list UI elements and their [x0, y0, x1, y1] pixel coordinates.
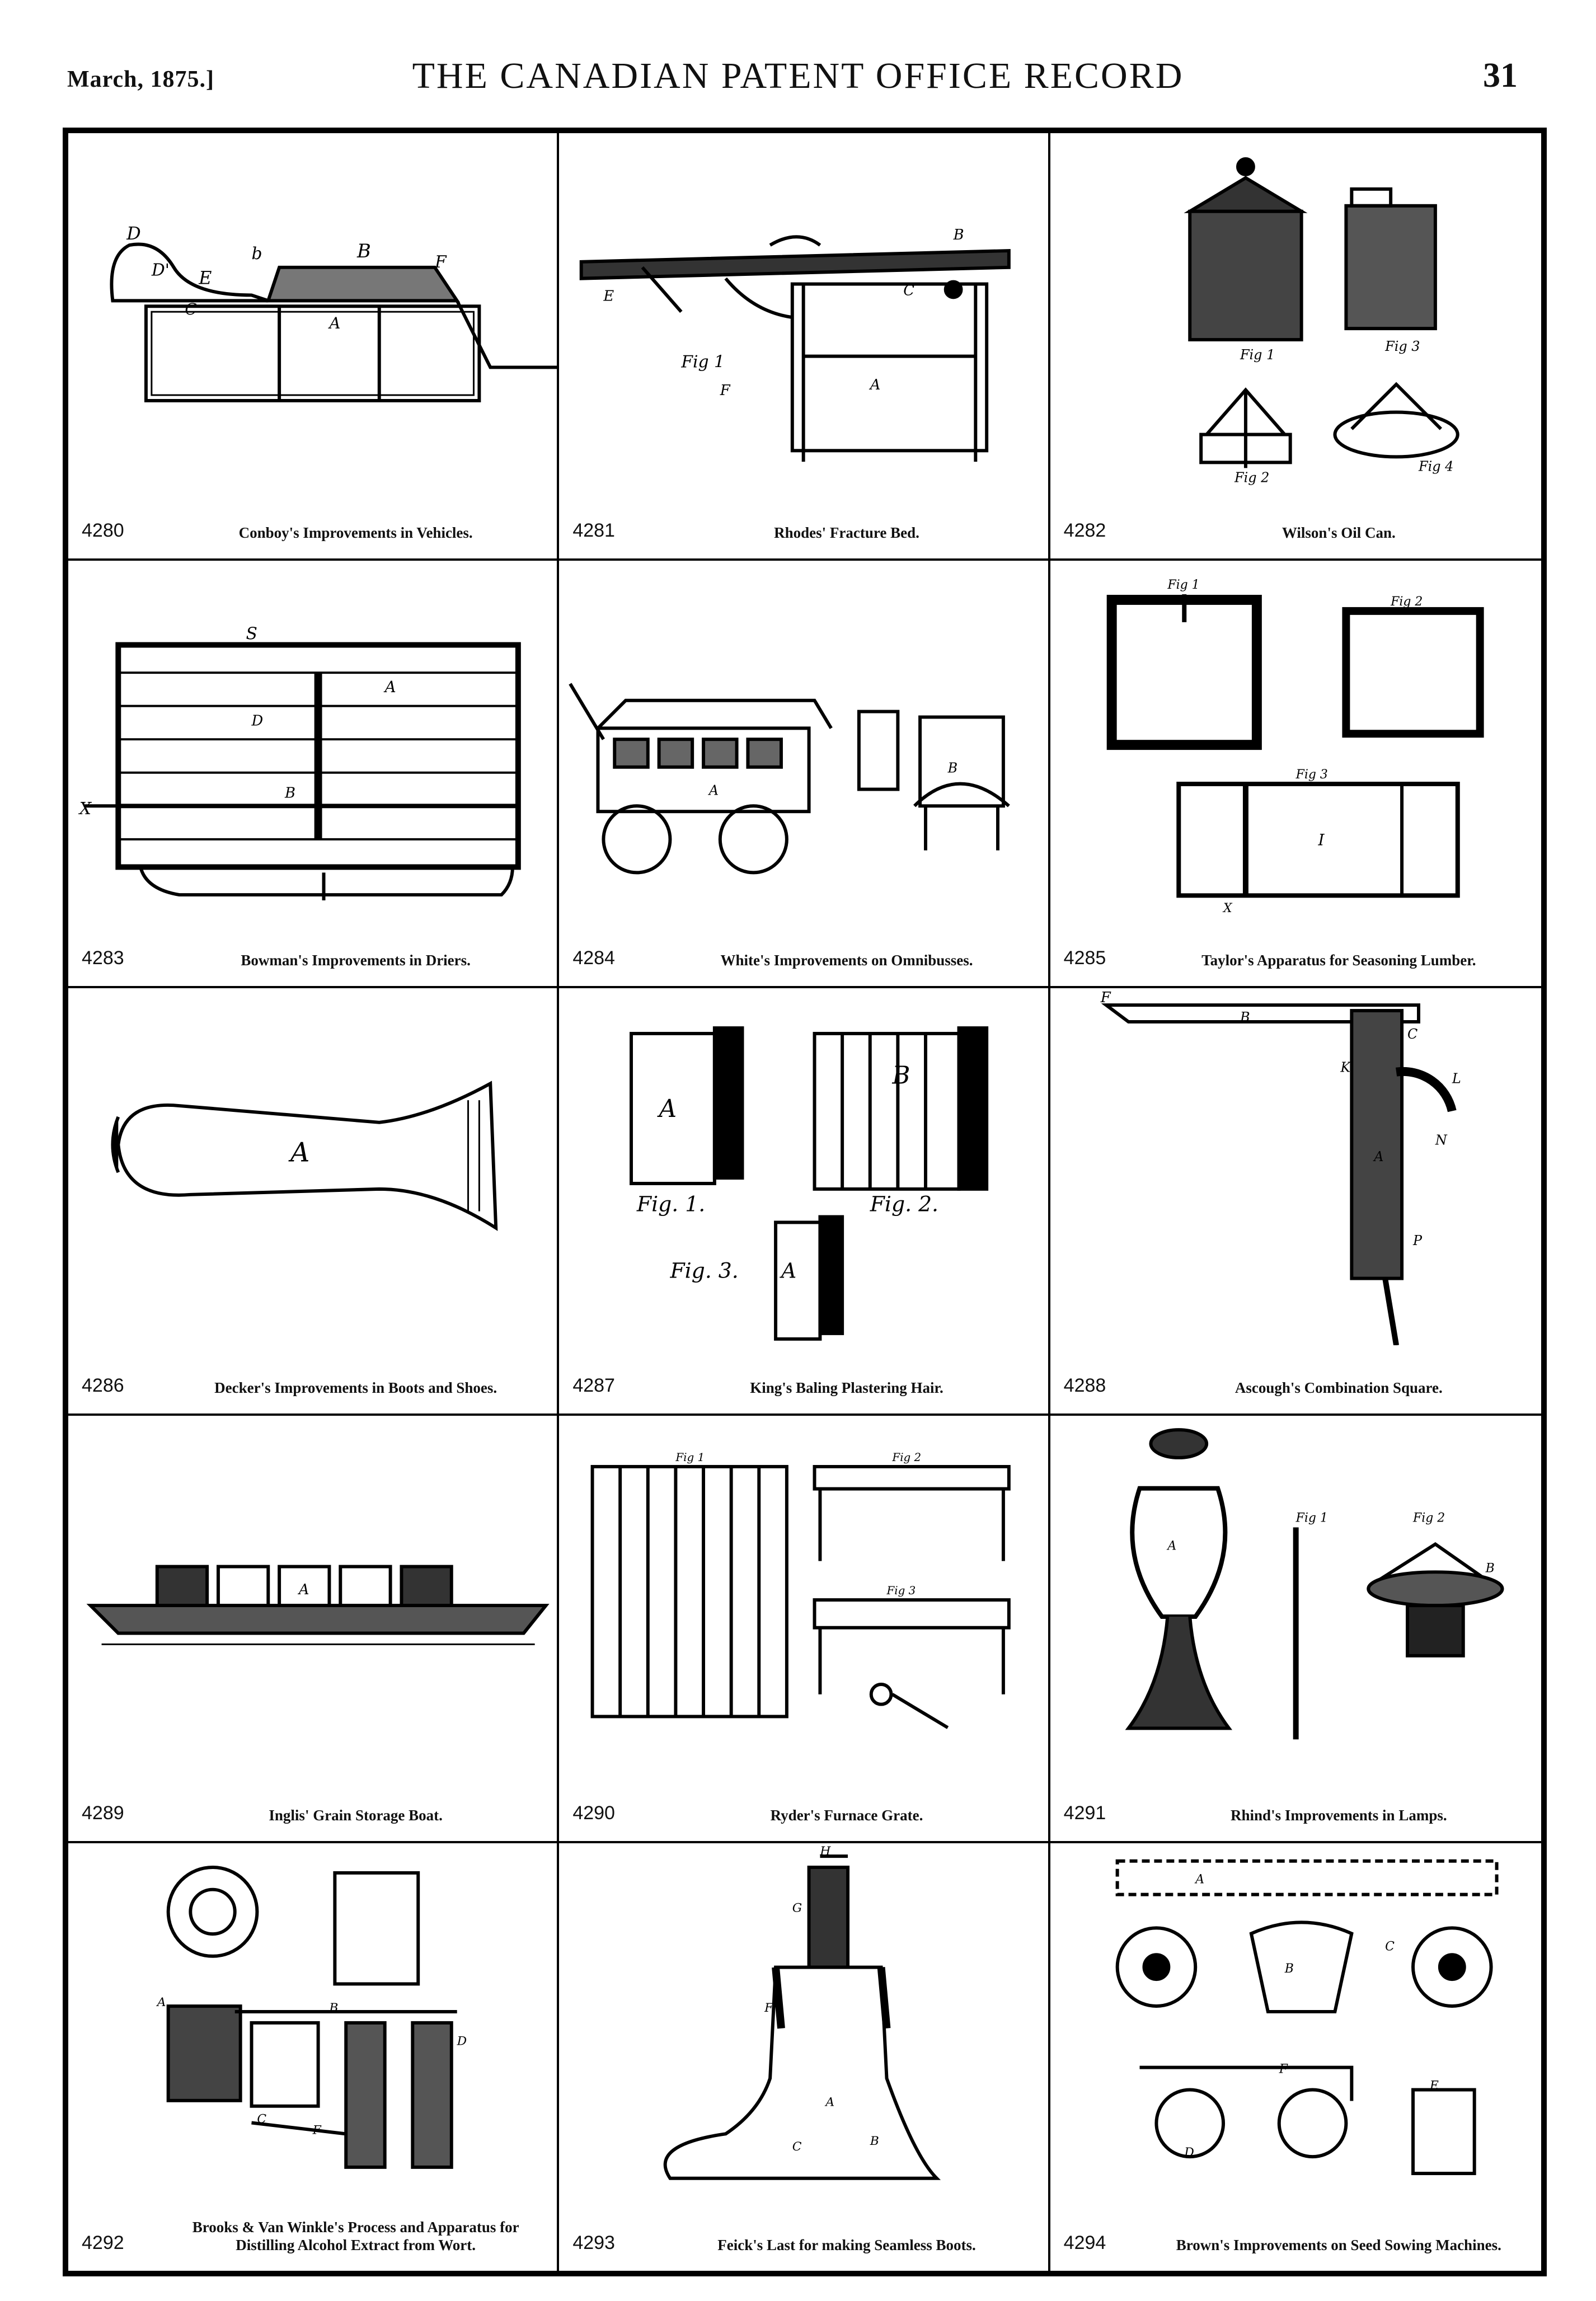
patent-number: 4285 — [1063, 947, 1106, 969]
patent-number: 4292 — [82, 2232, 124, 2253]
svg-text:E: E — [199, 268, 212, 289]
svg-text:P: P — [1412, 1232, 1422, 1248]
lamp-drawing — [1050, 1416, 1541, 1773]
svg-text:C: C — [185, 300, 197, 319]
svg-text:A: A — [329, 313, 341, 332]
patent-title: Rhodes' Fracture Bed. — [774, 524, 919, 541]
patent-title: Decker's Improvements in Boots and Shoes. — [214, 1379, 497, 1396]
svg-text:G: G — [792, 1901, 802, 1915]
svg-text:A: A — [825, 2095, 835, 2110]
lumber-drawing — [1050, 561, 1541, 918]
svg-text:D: D — [457, 2034, 467, 2049]
oil-can-drawing — [1050, 133, 1541, 490]
patent-title: Ryder's Furnace Grate. — [770, 1807, 923, 1824]
distilling-apparatus-drawing — [68, 1843, 557, 2203]
patent-cell-4286 — [68, 988, 559, 1416]
caption — [1064, 1375, 1530, 1397]
svg-text:D: D — [1184, 2146, 1194, 2161]
patent-title: Inglis' Grain Storage Boat. — [269, 1807, 443, 1824]
svg-text:B: B — [1240, 1009, 1250, 1025]
svg-text:L: L — [1452, 1070, 1461, 1087]
patent-number: 4281 — [572, 520, 615, 541]
patent-number: 4290 — [572, 1802, 615, 1824]
svg-text:A: A — [1195, 1872, 1204, 1887]
patent-cell-4284 — [559, 561, 1050, 988]
svg-text:X: X — [1223, 901, 1232, 916]
svg-text:Fig 1: Fig 1 — [681, 352, 725, 372]
svg-text:Fig 3: Fig 3 — [1295, 767, 1328, 782]
svg-text:A: A — [1373, 1149, 1384, 1165]
svg-text:Fig 2: Fig 2 — [1412, 1511, 1445, 1525]
svg-text:B: B — [357, 240, 371, 262]
patent-cell-4292 — [68, 1843, 559, 2271]
svg-text:D: D — [251, 712, 264, 730]
patent-grid — [63, 128, 1547, 2276]
caption — [572, 2232, 1036, 2254]
patent-number: 4291 — [1063, 1802, 1106, 1824]
patent-cell-4289 — [68, 1416, 559, 1843]
svg-text:F: F — [312, 2123, 321, 2138]
svg-text:F: F — [1100, 989, 1111, 1007]
svg-text:A: A — [659, 1094, 677, 1123]
patent-number: 4294 — [1063, 2232, 1106, 2253]
svg-text:C: C — [1384, 1940, 1395, 1954]
svg-text:Fig 2: Fig 2 — [892, 1451, 922, 1464]
svg-text:E: E — [1429, 2079, 1439, 2093]
page-title: THE CANADIAN PATENT OFFICE RECORD — [412, 55, 1184, 96]
patent-number: 4283 — [82, 947, 124, 969]
patent-cell-4293 — [559, 1843, 1050, 2271]
patent-number: 4289 — [82, 1802, 124, 1824]
svg-text:D: D — [126, 224, 141, 245]
caption — [572, 1375, 1036, 1397]
fracture-bed-drawing — [559, 133, 1048, 490]
omnibus-drawing — [559, 561, 1048, 918]
svg-text:Fig 3: Fig 3 — [886, 1584, 916, 1598]
svg-text:H: H — [820, 1844, 831, 1859]
svg-text:Fig. 3.: Fig. 3. — [670, 1258, 739, 1283]
patent-number: 4284 — [572, 947, 615, 969]
baling-drawing — [559, 988, 1048, 1345]
svg-text:B: B — [285, 785, 296, 802]
grain-boat-drawing — [68, 1416, 557, 1773]
svg-text:B: B — [329, 2001, 339, 2016]
issue-date: March, 1875.] — [67, 67, 215, 92]
svg-text:D': D' — [151, 260, 170, 280]
svg-text:A: A — [781, 1258, 797, 1283]
patent-title: Conboy's Improvements in Vehicles. — [238, 524, 473, 541]
svg-text:N: N — [1435, 1132, 1447, 1148]
patent-number: 4286 — [82, 1375, 124, 1396]
caption — [1064, 2232, 1530, 2254]
patent-cell-4285 — [1050, 561, 1541, 988]
caption — [572, 520, 1036, 542]
caption — [1064, 947, 1530, 969]
svg-text:A: A — [1167, 1539, 1176, 1553]
drier-drawing — [68, 561, 557, 918]
svg-text:B: B — [870, 2134, 880, 2149]
patent-title: Feick's Last for making Seamless Boots. — [717, 2237, 976, 2253]
patent-number: 4287 — [572, 1375, 615, 1396]
svg-text:F: F — [764, 2001, 773, 2016]
boot-last-drawing — [559, 1843, 1048, 2203]
seed-sowing-drawing — [1050, 1843, 1541, 2203]
svg-text:C: C — [792, 2140, 802, 2154]
svg-text:A: A — [298, 1581, 309, 1599]
svg-text:B: B — [948, 760, 958, 776]
patent-title: Rhind's Improvements in Lamps. — [1231, 1807, 1447, 1824]
svg-text:Fig 1: Fig 1 — [1240, 346, 1275, 363]
patent-cell-4291 — [1050, 1416, 1541, 1843]
patent-title: Brooks & Van Winkle's Process and Apparatus for Distilling Alcohol Extract from Wort. — [192, 2219, 519, 2253]
svg-text:B: B — [1284, 1962, 1294, 1976]
patent-title: Ascough's Combination Square. — [1234, 1379, 1443, 1396]
svg-text:K: K — [1340, 1059, 1350, 1076]
svg-text:E: E — [603, 288, 614, 305]
svg-text:A: A — [384, 677, 396, 696]
svg-text:Fig 3: Fig 3 — [1384, 338, 1420, 354]
svg-text:Fig. 2.: Fig. 2. — [870, 1191, 939, 1217]
caption — [572, 1802, 1036, 1824]
caption — [1064, 1802, 1530, 1824]
caption — [82, 1802, 546, 1824]
caption — [82, 520, 546, 542]
svg-text:F: F — [720, 382, 731, 400]
patent-cell-4283 — [68, 561, 559, 988]
svg-text:F: F — [1279, 2062, 1288, 2077]
patent-cell-4280 — [68, 133, 559, 561]
svg-text:Fig. 1.: Fig. 1. — [637, 1191, 706, 1217]
patent-cell-4290 — [559, 1416, 1050, 1843]
svg-text:C: C — [1407, 1026, 1418, 1042]
svg-text:F: F — [434, 252, 447, 272]
patent-cell-4281 — [559, 133, 1050, 561]
svg-text:X: X — [79, 799, 92, 819]
svg-text:Fig 4: Fig 4 — [1418, 458, 1454, 475]
patent-cell-4282 — [1050, 133, 1541, 561]
svg-text:S: S — [246, 624, 257, 644]
patent-cell-4288 — [1050, 988, 1541, 1416]
patent-cell-4294 — [1050, 1843, 1541, 2271]
svg-text:A: A — [157, 1995, 166, 2010]
patent-title: Wilson's Oil Can. — [1282, 524, 1396, 541]
caption — [572, 947, 1036, 969]
caption — [1064, 520, 1530, 542]
svg-text:Fig 1: Fig 1 — [1295, 1511, 1328, 1525]
svg-text:A: A — [870, 377, 881, 394]
boot-sole-drawing — [68, 988, 557, 1345]
square-drawing — [1050, 988, 1541, 1345]
patent-title: King's Baling Plastering Hair. — [750, 1379, 943, 1396]
svg-text:C: C — [903, 282, 915, 299]
svg-text:b: b — [251, 243, 262, 264]
caption — [82, 1375, 546, 1397]
patent-cell-4287 — [559, 988, 1050, 1416]
patent-number: 4280 — [82, 520, 124, 541]
svg-text:B: B — [1485, 1561, 1495, 1576]
svg-text:B: B — [892, 1061, 910, 1090]
svg-text:C: C — [257, 2112, 267, 2126]
svg-text:Fig 2: Fig 2 — [1390, 594, 1423, 609]
patent-title: Taylor's Apparatus for Seasoning Lumber. — [1201, 952, 1476, 969]
svg-text:I: I — [1318, 830, 1325, 849]
svg-text:A: A — [709, 782, 719, 799]
caption — [82, 947, 546, 969]
svg-text:Fig 2: Fig 2 — [1234, 469, 1270, 486]
svg-text:Fig 1: Fig 1 — [675, 1451, 705, 1464]
svg-text:A: A — [290, 1137, 310, 1168]
furnace-grate-drawing — [559, 1416, 1048, 1773]
vehicle-drawing — [68, 133, 557, 490]
svg-text:B: B — [953, 227, 964, 244]
page-number: 31 — [1483, 57, 1518, 95]
patent-title: Bowman's Improvements in Driers. — [241, 952, 471, 969]
patent-number: 4293 — [572, 2232, 615, 2253]
patent-number: 4288 — [1063, 1375, 1106, 1396]
patent-title: Brown's Improvements on Seed Sowing Machines. — [1176, 2237, 1501, 2253]
patent-title: White's Improvements on Omnibusses. — [720, 952, 973, 969]
patent-number: 4282 — [1063, 520, 1106, 541]
svg-text:Fig 1: Fig 1 — [1167, 578, 1200, 593]
caption — [82, 2218, 546, 2254]
